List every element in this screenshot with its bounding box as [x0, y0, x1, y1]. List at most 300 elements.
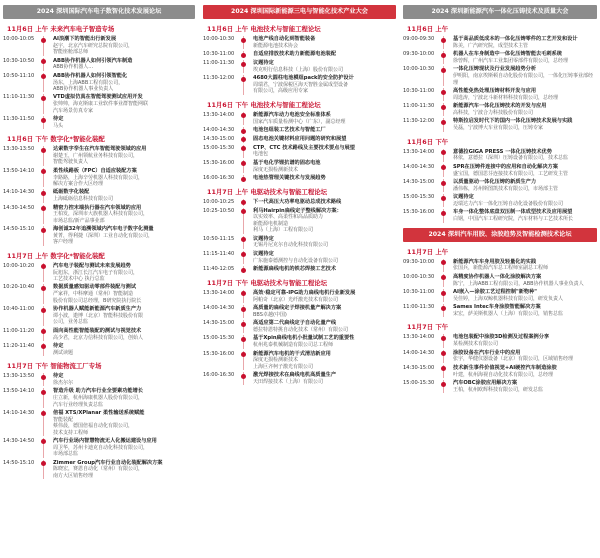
talk-title: 新能源扁线电机的铁芯焊接工艺技术 — [253, 266, 337, 273]
time-slot: 10:30-10:50 — [3, 57, 35, 64]
agenda-item — [203, 175, 396, 182]
talk-title: 议题待定 — [253, 235, 274, 242]
agenda-item — [203, 160, 396, 173]
talk-title: 精密力控末端执行器在汽车领域的应用 — [53, 204, 142, 211]
speaker-info: 周卫华，苏州卡迪克自动化科技有限公司， — [53, 444, 149, 451]
speaker-info: 盛宝国，德国思芬连接技术有限公司，工艺研发主管 — [453, 170, 569, 177]
talk-title: 数据质量感知驱动零部件装配与测试 — [53, 284, 137, 291]
speaker-info: 迈瑞达力汽车一体化压铸自动化设备股份有限公司 — [453, 201, 564, 208]
agenda-item-body — [243, 127, 396, 134]
agenda-item-body — [443, 179, 597, 192]
agenda-item-body — [43, 189, 195, 202]
agenda-item — [3, 73, 195, 93]
talk-title: 议题待定 — [253, 60, 274, 66]
agenda-item — [203, 36, 396, 49]
talk-title: 汽车行业场内智慧物流无人化搬运建设与应用 — [53, 437, 157, 444]
agenda-item — [403, 36, 597, 49]
speaker-info: 阮旭东，浙江长江汽车电子有限公司， — [53, 269, 139, 276]
time-slot: 10:40-11:00 — [3, 306, 35, 313]
session-heading: 11月7日 下午 — [407, 323, 449, 332]
agenda-item-body — [43, 410, 195, 436]
speaker-info: 深度无损检测新技术 — [253, 357, 299, 364]
speaker-info: 新能源电机制造 — [253, 220, 289, 227]
talk-title: 电池包装配中涂胶3D检测及过程案例分享 — [453, 334, 550, 341]
speaker-info: 上海砥砺信息科技有限公司 — [53, 196, 114, 203]
agenda-item — [403, 274, 597, 287]
agenda-item — [203, 372, 396, 385]
speaker-info: 利马（上海）工程有限公司 — [253, 227, 314, 234]
agenda-item-body — [443, 209, 597, 222]
speaker-info: 某检测技术有限公司 — [453, 341, 499, 348]
agenda-item — [203, 351, 396, 371]
forum-column-2 — [203, 0, 396, 558]
session-heading: 11月7日 上午 — [407, 247, 449, 256]
speaker-info: 汤东，上海ABB工程有限公司， — [53, 79, 124, 86]
speaker-info: 测试读题 — [53, 349, 74, 356]
session-heading: 11月7日 下午 智能物流工厂专场 — [7, 362, 102, 371]
agenda-item-body — [443, 334, 597, 347]
time-slot: 14:10-14:30 — [3, 409, 35, 416]
agenda-item — [3, 343, 195, 356]
time-slot: 10:30-11:00 — [203, 51, 235, 58]
agenda-item-body — [443, 194, 597, 207]
talk-title: 高效·稳定可靠-IPG助力扁线电机行业新发展 — [253, 289, 356, 296]
agenda-item — [203, 75, 396, 95]
time-slot: 14:30-14:50 — [3, 437, 35, 444]
talk-title: 一体化压铸现状及行业发展趋势分析 — [453, 66, 537, 73]
speaker-info: 黄菁，得利捷（深圳）工业自动化有限公司， — [53, 233, 154, 240]
talk-title: AI浪潮下的智能出行新发展 — [53, 36, 117, 42]
talk-title: 海创诚32年追溯领域内汽车电子数字化测量 — [53, 226, 154, 233]
speaker-info: 广东施泰德测控与自动化设备有限公司 — [253, 257, 339, 264]
talk-title: 达索数字孪生在汽车智能驾驶领域的应用 — [53, 146, 147, 153]
forum-banner: 2024 深圳汽车用胶、涂胶趋势及智能检测技术论坛 — [403, 228, 597, 242]
agenda-item-body — [243, 251, 396, 264]
agenda-item — [3, 146, 195, 166]
time-slot: 10:00-10:30 — [203, 36, 235, 42]
talk-title: 基于高品质低成本的一体化压铸零件的工艺开发和设计 — [453, 36, 578, 42]
time-slot: 10:30-11:00 — [403, 88, 435, 95]
agenda-item — [3, 36, 195, 56]
talk-title: 高性能免热处理压铸材料开发与应用 — [453, 88, 537, 95]
time-slot: 10:50-11:10 — [3, 72, 35, 79]
agenda-item-body — [43, 58, 195, 71]
agenda-item — [3, 168, 195, 188]
time-slot: 14:00-14:30 — [203, 127, 235, 134]
speaker-info: 天田焊接技术（上海）有限公司 — [253, 379, 324, 386]
speaker-info: 周瑞君，宁波保税区海天智胜金属成型设备 — [253, 82, 349, 88]
agenda-item — [3, 460, 195, 480]
time-slot: 14:30-15:00 — [403, 364, 435, 371]
speaker-info: 庄立新，杭州海康机器人股份有限公司， — [53, 395, 144, 402]
time-slot: 11:30-12:00 — [203, 75, 235, 82]
agenda-item-body — [243, 36, 396, 49]
agenda-item — [403, 66, 597, 86]
talk-title: 待定 — [53, 116, 64, 123]
time-slot: 11:15-11:40 — [203, 250, 235, 257]
speaker-info: 技术支持工程师 — [53, 429, 89, 436]
talk-title: 新能源汽车动力电池安全标准体系 — [253, 111, 331, 118]
agenda-item-body — [43, 343, 195, 356]
time-slot: 13:30-13:50 — [3, 373, 35, 380]
speaker-info: 周选涛，宁波北斗新材料科技有限公司，总经理 — [453, 94, 559, 101]
talk-title: 高精度协作机器人一体化涂胶解决方案 — [453, 273, 542, 280]
time-slot: 11:20-11:40 — [3, 342, 35, 349]
speaker-info: 宋宏，萨美斯机器人（上海）有限公司，销售总监 — [453, 311, 564, 318]
speaker-info: 埃克明行信息科技（上海）股份有限公司 — [253, 66, 344, 73]
time-slot: 10:00-10:30 — [403, 273, 435, 280]
agenda-item — [403, 380, 597, 393]
session-heading: 11月6日 下午 电池技术与智能工程论坛 — [207, 100, 321, 109]
speaker-info: 市场部总监 — [53, 451, 79, 458]
speaker-info: 王柏发，深圳市大族机器人科技有限公司， — [53, 211, 149, 218]
agenda-item — [3, 263, 195, 283]
talk-title: 基于电化学锂抗谱的固态电池 — [253, 159, 321, 166]
agenda-item-body — [43, 284, 195, 304]
speaker-info: 智能装配 — [53, 416, 74, 423]
time-slot: 11:00-11:30 — [203, 60, 235, 66]
talk-title: 4680大圆柱电池模组pack的安全防护设计 — [253, 75, 354, 82]
speaker-info: 吴磊，宁波博大车业有限公司，压铸专家 — [453, 125, 544, 132]
agenda-item-body — [43, 73, 195, 93]
agenda-item-body — [43, 306, 195, 326]
agenda-item-body — [43, 146, 195, 166]
talk-title: 基于Xpin扁线电机小批量试制工艺的重要性 — [253, 335, 355, 342]
agenda-item-body — [43, 328, 195, 341]
talk-title: 新能源汽车车身用胶及轻量化的实践 — [453, 258, 537, 265]
speaker-info: 高少君，北京力信科技有限公司，创始人 — [53, 334, 144, 341]
speaker-info: 电池包 — [253, 151, 269, 158]
speaker-info: 叶建，杭州海视自动化技术有限公司，总经理 — [453, 371, 554, 378]
speaker-info: 股份有限公司总经理，B研究院执行院长 — [53, 297, 142, 304]
speaker-info: 张帅帅，海克斯康工业软件事业群智能网联 — [53, 101, 149, 108]
agenda-item — [403, 179, 597, 192]
speaker-info: 赵宇，北京汽车研究总院有限公司， — [53, 42, 134, 49]
speaker-info: 智能座舱部总师 — [53, 49, 89, 56]
talk-title: 待定 — [53, 373, 64, 380]
agenda-item-body — [443, 274, 597, 287]
agenda-item-body — [43, 388, 195, 408]
agenda-item — [3, 205, 195, 225]
talk-title: 高质量的扁线定子焊接机量产解决方案 — [253, 305, 342, 312]
agenda-item-body — [443, 304, 597, 317]
speaker-info: 上海巨齐柯子激光有限公司 — [253, 363, 314, 370]
agenda-item-body — [243, 236, 396, 249]
speaker-info: 南方大区销售经理 — [53, 472, 94, 479]
time-slot: 14:30-14:50 — [3, 204, 35, 211]
time-slot: 10:00-10:20 — [3, 262, 35, 269]
agenda-item — [203, 145, 396, 158]
speaker-info: 谭小波，遨博（北京）智能科技股份有限 — [53, 312, 144, 319]
time-slot: 15:30-16:00 — [203, 350, 235, 357]
agenda-item — [3, 58, 195, 71]
time-slot: 11:00-11:20 — [3, 327, 35, 334]
session-heading: 11月7日 下午 电驱动技术与智能工程论坛 — [207, 278, 328, 287]
talk-title: 倍福 XTS/XPlanar 柔性输送系统赋能 — [53, 409, 145, 416]
agenda-item — [203, 290, 396, 303]
agenda-item — [403, 51, 597, 64]
agenda-item — [203, 60, 396, 73]
talk-title: 汽车电子装配与测试未来发展趋势 — [53, 262, 131, 269]
speaker-info: 陈宁，上海ABB工程有限公司，ABB协作机器人事业负责人 — [453, 280, 584, 287]
session-heading: 11月7日 上午 电驱动技术与智能工程论坛 — [207, 187, 328, 196]
talk-title: AI嵌入—涂胶工艺过程控制"新物种" — [453, 289, 537, 296]
agenda-item — [3, 226, 195, 246]
talk-title: 固态电池关键材料应用问题的研究和展望 — [253, 135, 347, 142]
agenda-item — [403, 149, 597, 162]
agenda-item — [403, 334, 597, 347]
agenda-item — [403, 365, 597, 378]
talk-title: 协作机器人赋能新能源汽车新质生产力 — [53, 306, 142, 313]
agenda-item-body — [443, 36, 597, 49]
talk-title: Zimmer Group汽车行业自动化装配解决方案 — [53, 459, 163, 466]
time-slot: 15:30-16:00 — [203, 159, 235, 166]
talk-title: 激光焊接技术在扁线电机高质量生产 — [253, 372, 337, 379]
agenda-item-body — [43, 205, 195, 225]
agenda-item — [3, 373, 195, 386]
time-slot: 11:00-11:30 — [403, 103, 435, 110]
agenda-item-body — [43, 460, 195, 480]
talk-title: CTP、CTC 技术路线及主要技术要点与展望 — [253, 144, 355, 151]
agenda-item — [3, 94, 195, 114]
talk-title: 砥砺数字化装配 — [53, 189, 90, 196]
time-slot: 09:30-10:00 — [403, 258, 435, 265]
talk-title: 机器人在车身制造中一体化压铸智能去毛刺系统 — [453, 51, 562, 58]
speaker-info: 工艺技术中心 执行总监 — [53, 276, 105, 283]
agenda-item — [3, 189, 195, 202]
agenda-item-body — [443, 88, 597, 101]
time-slot: 13:50-14:10 — [3, 167, 35, 174]
talk-title: 意德拉GIGA PRESS 一体化压铸技术优势 — [453, 148, 552, 155]
speaker-info: 张国兵，新能源汽车总工程师室副总工程师 — [453, 265, 549, 272]
agenda-item — [3, 328, 195, 341]
agenda-item-body — [243, 208, 396, 234]
time-slot: 13:50-14:10 — [3, 388, 35, 395]
agenda-item-body — [243, 266, 396, 273]
talk-title: 以质量驱动一体化压铸的新质生产力 — [453, 179, 537, 186]
agenda-item-body — [443, 289, 597, 302]
speaker-info: 德拉特恩特挑自动化技术（常州）有限公司 — [253, 327, 349, 334]
talk-title: SPR在压铸件连接中的应用和自动化解决方案 — [453, 163, 558, 170]
agenda-item — [203, 136, 396, 143]
agenda-item-body — [243, 305, 396, 318]
agenda-item-body — [43, 438, 195, 458]
time-slot: 10:30-11:00 — [403, 289, 435, 296]
agenda-item — [403, 88, 597, 101]
agenda-item — [203, 236, 396, 249]
agenda-item-body — [243, 175, 396, 182]
forum-banner: 2024 深圳国际新能源三电与智能化技术产业大会 — [203, 5, 396, 19]
agenda-item-body — [443, 350, 597, 363]
talk-title: 利马Hairpin扁线定子整线解决方案： — [253, 207, 342, 214]
agenda-item — [403, 350, 597, 363]
speaker-info: 汽车行业经理负责总监 — [53, 401, 104, 408]
speaker-info: 新能源电池技术协会 — [253, 42, 299, 49]
agenda-item — [403, 103, 597, 116]
session-heading: 11月7日 上午 数字化*智能化装配 — [7, 251, 105, 260]
time-slot: 13:30-14:00 — [403, 148, 435, 155]
time-slot: 10:00-10:05 — [3, 36, 35, 42]
time-slot: 09:00-09:30 — [403, 36, 435, 42]
agenda-item — [203, 127, 396, 134]
time-slot: 14:30-15:00 — [203, 135, 235, 142]
time-slot: 13:30-14:00 — [203, 111, 235, 118]
time-slot: 14:00-14:30 — [203, 305, 235, 312]
agenda-item — [403, 304, 597, 317]
speaker-info: 深度无损检测新技术 — [253, 166, 299, 173]
time-slot: 11:10-11:30 — [3, 94, 35, 101]
agenda-item — [3, 438, 195, 458]
agenda-item — [203, 51, 396, 58]
agenda-item-body — [443, 380, 597, 393]
agenda-item-body — [243, 51, 396, 58]
agenda-item-body — [243, 136, 396, 143]
time-slot: 15:00-15:30 — [403, 194, 435, 201]
time-slot: 15:00-15:30 — [203, 335, 235, 342]
speaker-info: 王柏，杭州欧辉科技有限公司，研发总监 — [453, 386, 544, 393]
speaker-info: BBS卓越(中国) — [253, 311, 287, 318]
time-slot: 09:30-10:00 — [403, 51, 435, 58]
session-heading: 11月6日 上午 — [407, 25, 449, 33]
agenda-item-body — [243, 145, 396, 158]
time-slot: 13:30-14:00 — [203, 289, 235, 296]
time-slot: 10:25-10:50 — [203, 207, 235, 214]
agenda-item-body — [243, 335, 396, 348]
agenda-item-body — [243, 75, 396, 95]
forum-column-1 — [3, 0, 195, 558]
speaker-info: 国家汽车质量检测中心（广东），副总经理 — [253, 118, 346, 125]
forum-banner: 2024 深圳国际汽车电子数智化技术发展论坛 — [3, 5, 195, 19]
talk-title: 新能源汽车一体化压铸技术的开发与应用 — [453, 103, 547, 110]
speaker-info: 市场总监/新产品事业部 — [53, 217, 105, 224]
time-slot: 14:00-14:30 — [403, 349, 435, 356]
speaker-info: 吴佳婷，上海双鲸机器科技有限公司，研发负责人 — [453, 295, 564, 302]
agenda-item-body — [443, 103, 597, 116]
talk-title: ABB协作机器人如何引领智能化 — [53, 72, 128, 79]
agenda-item — [203, 305, 396, 318]
agenda-item — [3, 116, 195, 129]
agenda-item — [3, 306, 195, 326]
speaker-info: 汽车场景仿真专家 — [53, 107, 94, 114]
session-heading: 11月6日 上午 电池技术与智能工程论坛 — [207, 25, 321, 33]
agenda-item-body — [443, 259, 597, 272]
speaker-info: 蔡伟晨，德国倍福自动化有限公司， — [53, 423, 134, 430]
speaker-info: 徐曾辉，广州汽车工业集团零部件有限公司，总经理 — [453, 58, 569, 64]
agenda-item — [3, 388, 195, 408]
speaker-info: 陈美，广汽研究院，成型技术主管 — [453, 42, 529, 49]
agenda-item — [3, 284, 195, 304]
agenda-item-body — [43, 168, 195, 188]
agenda-item — [403, 118, 597, 131]
agenda-item-body — [243, 351, 396, 371]
speaker-info: 智能驾驶负责人 — [53, 159, 89, 166]
agenda-item — [203, 320, 396, 333]
agenda-item-body — [243, 160, 396, 173]
agenda-item-body — [43, 263, 195, 283]
agenda-item-body — [243, 290, 396, 303]
time-slot: 15:00-15:30 — [403, 380, 435, 387]
talk-title: Sames Intec车身涂胶智能解决方案 — [453, 304, 541, 311]
speaker-info: 伊明阳，南京埃斯顿自动化股份有限公司，一体化压铸事业部经理 — [453, 73, 594, 86]
agenda-item-body — [443, 51, 597, 64]
agenda-item-body — [443, 66, 597, 86]
talk-title: 车身一体化整体底盘双压制一体成型技术及应用展望 — [453, 209, 573, 216]
speaker-info: 林依，意德拉（深圳）压铸设备有限公司，技术总监 — [453, 155, 569, 162]
time-slot: 11:00-11:30 — [403, 304, 435, 311]
session-heading: 11月6日 下午 数字化*智能化装配 — [7, 135, 105, 144]
talk-title: 柔性线路板（FPC）自适应装配方案 — [53, 167, 137, 174]
talk-title: 自适应排放技术助力新能源电池装配 — [253, 51, 337, 58]
agenda-item-body — [443, 164, 597, 177]
agenda-item — [403, 164, 597, 177]
talk-title: 智造升级 助力汽车行业全要素功能增长 — [53, 388, 143, 395]
speaker-info: 陈晓宏，赛恩自动化（常州）有限公司， — [53, 466, 144, 473]
agenda-item — [403, 259, 597, 272]
talk-title: 电池包组装工艺技术与智能工厂 — [253, 127, 326, 134]
speaker-info: 马头 — [53, 122, 64, 129]
speaker-info: 高科技，宁波合力科技股份有限公司 — [453, 110, 534, 117]
time-slot: 11:30-11:50 — [3, 116, 35, 123]
talk-title: 新能源汽车电机的干式清洁新应用 — [253, 350, 331, 357]
agenda-item — [3, 410, 195, 436]
agenda-item-body — [243, 199, 396, 206]
agenda-item — [203, 251, 396, 264]
agenda-item-body — [243, 112, 396, 125]
agenda-item — [403, 289, 597, 302]
time-slot: 11:30-12:00 — [403, 118, 435, 125]
talk-title: 待定 — [53, 342, 64, 349]
time-slot: 15:00-15:30 — [203, 144, 235, 151]
talk-title: 电池产线自动化到智能装备 — [253, 36, 316, 42]
agenda-item — [203, 266, 396, 273]
time-slot: 16:00-16:30 — [203, 175, 235, 182]
agenda-item-body — [43, 36, 195, 56]
talk-title: 电池热管理关键技术与发展趋势 — [253, 175, 326, 182]
time-slot: 14:50-15:10 — [3, 226, 35, 233]
talk-title: 议题待定 — [253, 250, 274, 257]
agenda-item-body — [43, 226, 195, 246]
agenda-item-body — [443, 118, 597, 131]
session-heading: 11月6日 下午 — [407, 137, 449, 146]
agenda-item — [203, 112, 396, 125]
speaker-info: 解决方案合作大区经理 — [53, 181, 104, 188]
speaker-info: 客户经理 — [53, 239, 74, 246]
time-slot: 14:10-14:30 — [3, 189, 35, 196]
talk-title: 特斯拉启发时代下的国内一体化压铸技术发展与实践 — [453, 118, 573, 125]
session-heading: 11月6日 上午 未来汽车电子智造专场 — [7, 25, 115, 33]
speaker-info: 李路路，上海辛劳机器人科技有限公司， — [53, 174, 144, 181]
time-slot: 10:20-10:40 — [3, 284, 35, 291]
time-slot: 13:30-14:00 — [403, 334, 435, 341]
speaker-info: 谢楚玉，广州领航业务科技有限公司， — [53, 153, 139, 160]
time-slot: 15:30-16:00 — [403, 209, 435, 216]
speaker-info: ABB协作机器人... — [53, 64, 94, 71]
speaker-info: 杭州兆泰机械制造有限公司总工程师 — [253, 342, 334, 349]
talk-title: VTD虚拟仿真在智能驾驶测试应用开发 — [53, 94, 143, 101]
talk-title: 下一代高压大功率电驱动总成技术路线 — [253, 198, 342, 205]
talk-title: 涂胶设备在汽车行业中的应用 — [453, 349, 521, 356]
forum-banner: 2024 深圳新能源汽车一体化压铸技术及质量大会 — [403, 5, 597, 19]
time-slot: 16:00-16:30 — [203, 372, 235, 379]
talk-title: 汽车OBC涂胶应用解决方案 — [453, 380, 518, 387]
agenda-item — [203, 208, 396, 234]
time-slot: 10:00-10:30 — [403, 66, 435, 73]
talk-title: 面向高性能智能装配的测试与视觉技术 — [53, 327, 142, 334]
agenda-item — [403, 194, 597, 207]
speaker-info: 以实效率、高柔性和高品质助力 — [253, 214, 324, 221]
talk-title: 议题待定 — [453, 194, 474, 201]
agenda-item — [203, 335, 396, 348]
